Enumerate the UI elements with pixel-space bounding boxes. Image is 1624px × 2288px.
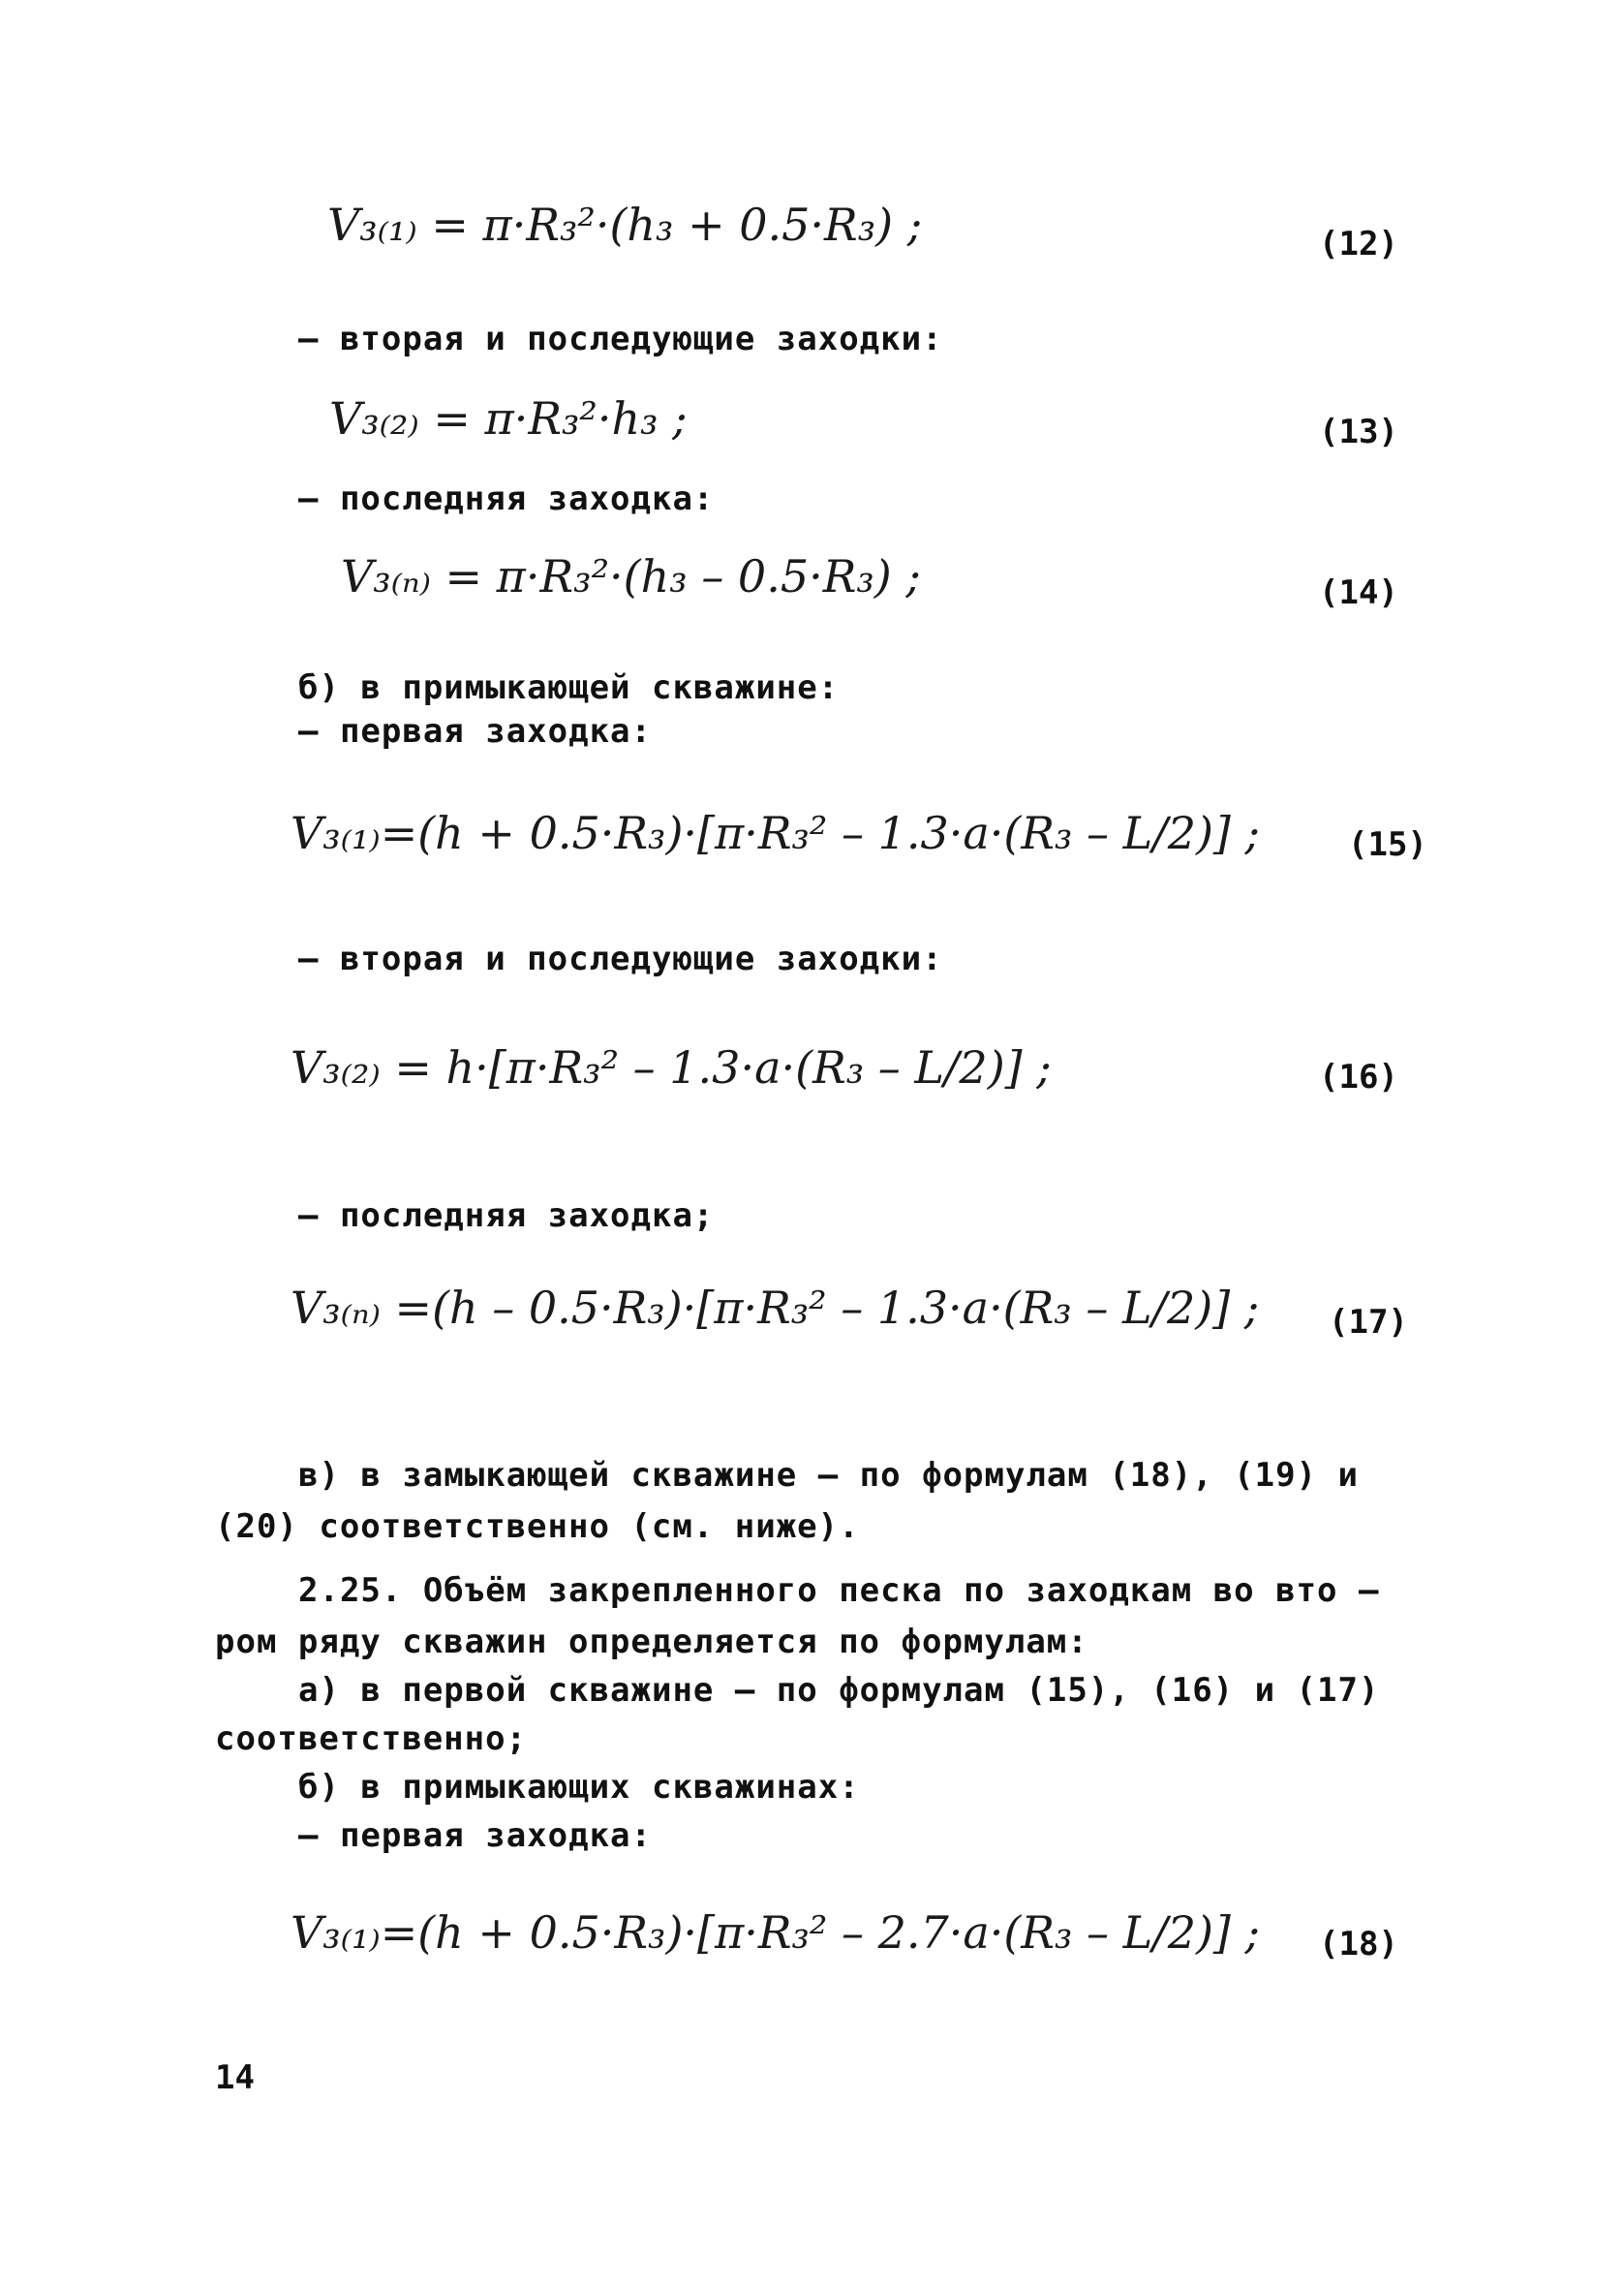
text-line: (20) соответственно (см. ниже). [215,1507,860,1546]
formula-17: V₃₍ₙ₎ =(h – 0.5·R₃)·[π·R₃² – 1.3·a·(R₃ – L/2)] ; [291,1282,1260,1334]
text-line: – первая заходка: [298,1816,652,1855]
text-line: б) в примыкающей скважине: [298,668,840,707]
text-line: – первая заходка: [298,712,652,751]
text-line: в) в замыкающей скважине – по формулам (18), (19) и [298,1456,1359,1495]
formula-12: V₃₍₁₎ = π·R₃²·(h₃ + 0.5·R₃) ; [327,199,923,251]
text-line: – вторая и последующие заходки: [298,940,943,978]
text-line: – последняя заходка; [298,1196,715,1235]
text-line: 2.25. Объём закрепленного песка по заходкам во вто – [298,1571,1380,1610]
text-line: б) в примыкающих скважинах: [298,1768,860,1807]
equation-number-18: (18) [1319,1925,1398,1963]
text-line: – вторая и последующие заходки: [298,320,943,358]
page-number: 14 [215,2058,255,2097]
text-line: – последняя заходка: [298,479,715,518]
equation-number-15: (15) [1348,825,1427,864]
equation-number-13: (13) [1319,413,1398,451]
equation-number-12: (12) [1319,225,1398,263]
text-line: ром ряду скважин определяется по формулам: [215,1623,1088,1661]
formula-18: V₃₍₁₎=(h + 0.5·R₃)·[π·R₃² – 2.7·a·(R₃ – L/2)] ; [291,1906,1260,1959]
text-line: а) в первой скважине – по формулам (15), (16) и (17) [298,1671,1380,1710]
equation-number-17: (17) [1329,1303,1408,1342]
equation-number-16: (16) [1319,1058,1398,1097]
formula-14: V₃₍ₙ₎ = π·R₃²·(h₃ – 0.5·R₃) ; [341,550,921,603]
formula-15: V₃₍₁₎=(h + 0.5·R₃)·[π·R₃² – 1.3·a·(R₃ – L/2)] ; [291,807,1260,859]
text-line: соответственно; [215,1719,528,1758]
formula-16: V₃₍₂₎ = h·[π·R₃² – 1.3·a·(R₃ – L/2)] ; [291,1041,1052,1094]
formula-13: V₃₍₂₎ = π·R₃²·h₃ ; [329,392,688,445]
equation-number-14: (14) [1319,573,1398,612]
